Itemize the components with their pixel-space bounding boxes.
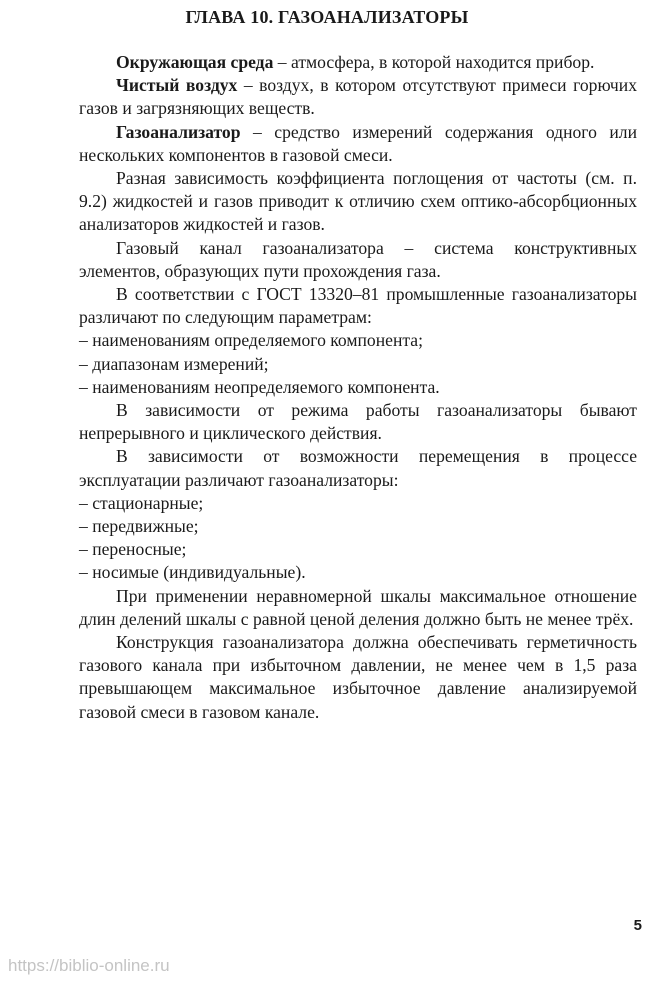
definition-gas-analyzer [79,121,637,167]
term-clean-air: Чистый воздух [116,75,238,96]
list-item: – носимые (индивидуальные). [79,562,306,583]
definition-clean-air-text: – воздух, в котором отсутствуют примеси горючих газов и загрязняющих веществ. [79,75,637,119]
list-item: – стационарные; [79,492,204,513]
page-body [79,51,637,724]
list-item: – передвижные; [79,516,199,537]
definition-environment [79,51,637,74]
term-gas-analyzer: Газоанализатор [116,121,241,142]
watermark-url: https://biblio-online.ru [8,956,170,975]
page-number: 5 [633,917,642,934]
definition-gas-analyzer-text: – средство измерений содержания одного или нескольких компонентов в газовой смеси. [79,121,637,165]
parameters-list [79,329,637,399]
paragraph-mobility: В зависимости от возможности перемещения в процессе эксплуатации различают газоанализаторы: [79,446,637,490]
paragraph-scale: При применении неравномерной шкалы максимальное отношение длин делений шкалы с равной ценой деления должно быть не менее трёх. [79,585,637,629]
definition-clean-air [79,74,637,120]
list-item: – наименованиям неопределяемого компонента. [79,376,440,397]
paragraph-gas-channel: Газовый канал газоанализатора – система конструктивных элементов, образующих пути прохождения газа. [79,237,637,281]
list-item: – наименованиям определяемого компонента; [79,330,423,351]
chapter-title: ГЛАВА 10. ГАЗОАНАЛИЗАТОРЫ [185,7,469,27]
paragraph-gost: В соответствии с ГОСТ 13320–81 промышленные газоанализаторы различают по следующим параметрам: [79,284,637,328]
list-item: – переносные; [79,539,187,560]
paragraph-construction: Конструкция газоанализатора должна обеспечивать герметичность газового канала при избыточном давлении, не менее чем в 1,5 раза превышающем максимальное избыточное давление анализируемой газовой смеси в газовом канале. [79,632,637,722]
mobility-list [79,492,637,585]
list-item: – диапазонам измерений; [79,353,269,374]
paragraph-absorption: Разная зависимость коэффициента поглощения от частоты (см. п. 9.2) жидкостей и газов приводит к отличию схем оптико-абсорбционных анализаторов жидкостей и газов. [79,168,637,235]
paragraph-mode: В зависимости от режима работы газоанализаторы бывают непрерывного и циклического действия. [79,400,637,444]
definition-environment-text: – атмосфера, в которой находится прибор. [273,52,595,72]
term-environment: Окружающая среда [116,52,274,72]
